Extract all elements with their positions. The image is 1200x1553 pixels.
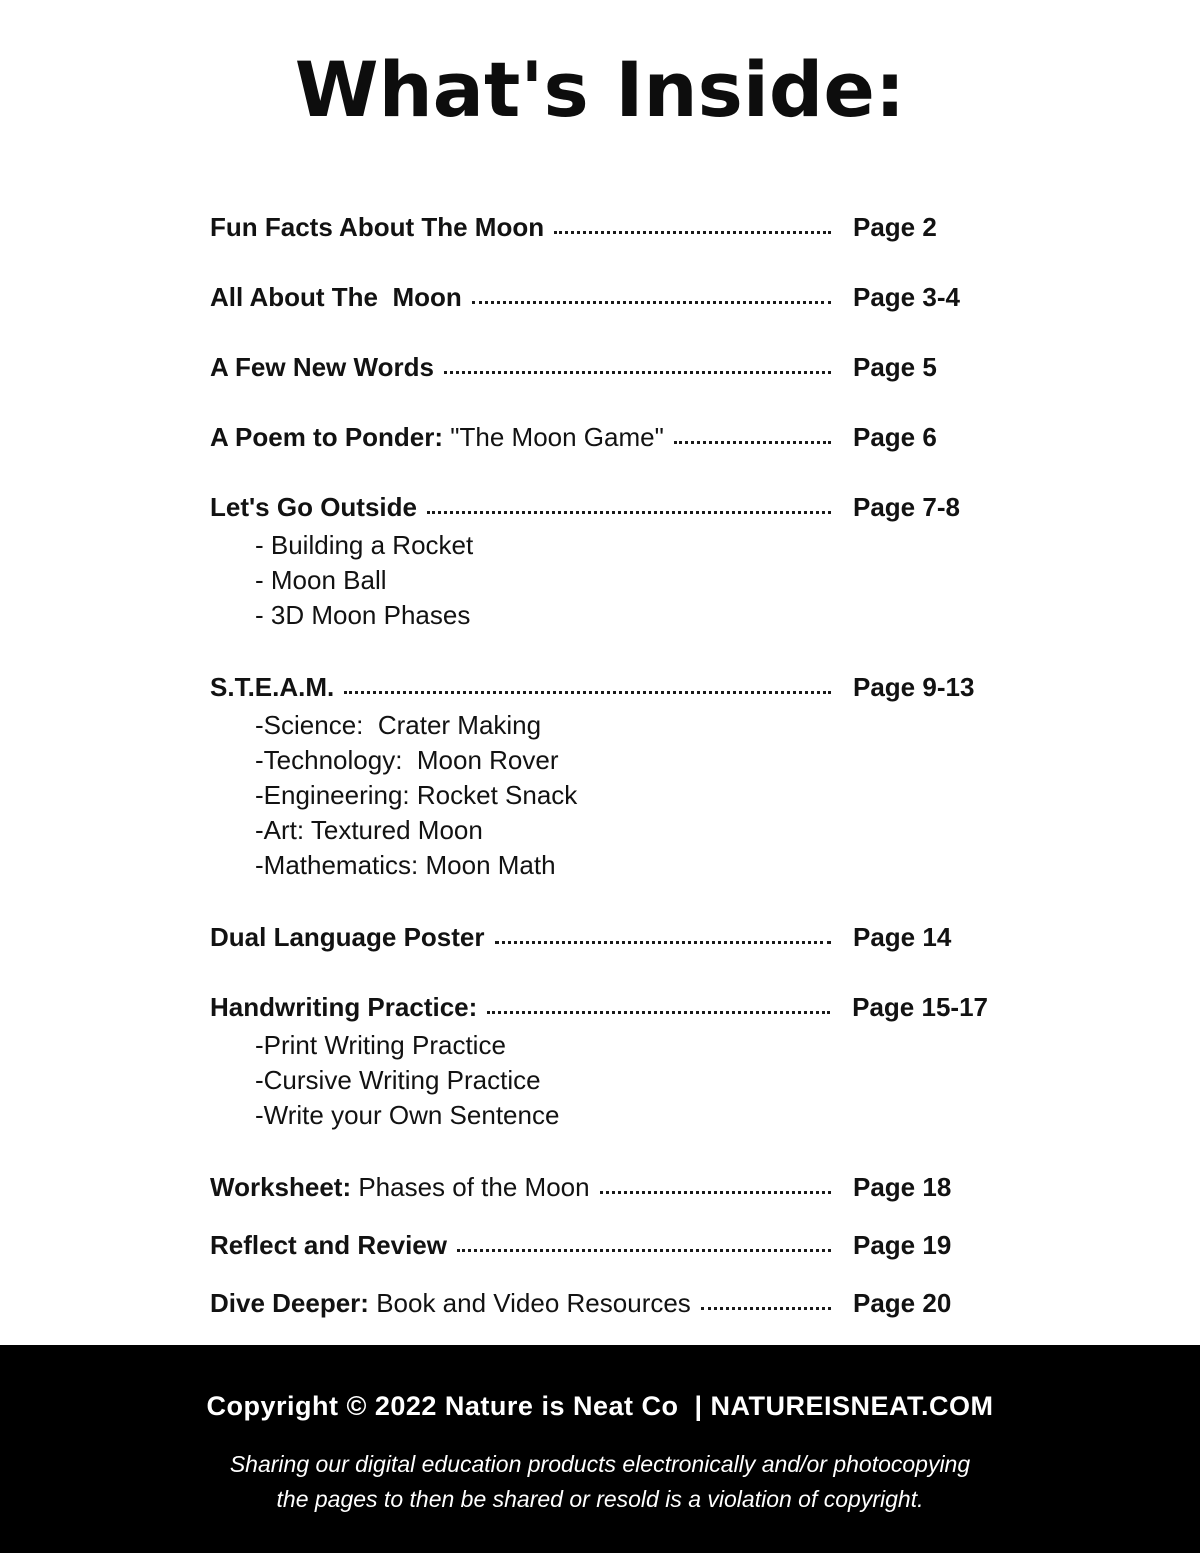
toc-entry-label-bold: Fun Facts About The Moon (210, 212, 545, 243)
dotted-leader (487, 1011, 830, 1014)
toc-entry (210, 491, 988, 633)
page-title: What's Inside: (294, 45, 906, 134)
toc-subitem: -Engineering: Rocket Snack (255, 780, 578, 811)
table-of-contents (210, 211, 988, 1345)
dotted-leader (344, 691, 831, 694)
toc-entry-label (210, 421, 664, 453)
page-number: Page 14 (853, 922, 952, 953)
page-number: Page 9-13 (853, 672, 975, 703)
toc-subitem: -Art: Textured Moon (255, 815, 483, 846)
toc-subitem: -Write your Own Sentence (255, 1100, 560, 1131)
toc-entry-row (210, 921, 988, 953)
toc-entry (210, 671, 988, 883)
toc-entry (210, 1171, 988, 1203)
toc-entry-label (210, 1229, 447, 1261)
toc-entry-label-bold: All About The Moon (210, 282, 462, 313)
toc-entry-row (210, 351, 988, 383)
toc-entry-row (210, 991, 988, 1023)
toc-entry-label-bold: Worksheet: (210, 1172, 352, 1203)
copyright-notice-line-1: Sharing our digital education products electronically and/or photocopying (229, 1451, 971, 1478)
page-number: Page 3-4 (853, 282, 960, 313)
toc-entry-label (210, 671, 334, 703)
toc-entry-label (210, 1171, 590, 1203)
dotted-leader (600, 1191, 831, 1194)
toc-subitem: -Science: Crater Making (255, 710, 542, 741)
toc-entry-label (210, 1287, 691, 1319)
dotted-leader (457, 1249, 831, 1252)
dotted-leader (495, 941, 832, 944)
toc-entry-row (210, 421, 988, 453)
toc-entry-label (210, 491, 417, 523)
toc-entry-label-bold: A Poem to Ponder: (210, 422, 444, 453)
toc-subitem: -Technology: Moon Rover (255, 745, 559, 776)
toc-entry-label-regular: Book and Video Resources (368, 1288, 691, 1319)
dotted-leader (472, 301, 831, 304)
page-number: Page 5 (853, 352, 937, 383)
toc-entry-label-bold: S.T.E.A.M. (210, 672, 335, 703)
toc-sublist (210, 708, 988, 883)
page-number: Page 15-17 (852, 992, 988, 1023)
page-number: Page 7-8 (853, 492, 960, 523)
toc-subitem: -Cursive Writing Practice (255, 1065, 541, 1096)
toc-entry-label (210, 921, 485, 953)
toc-subitem: -Mathematics: Moon Math (255, 850, 556, 881)
dotted-leader (427, 511, 831, 514)
dotted-leader (701, 1307, 831, 1310)
toc-entry-label-regular: Phases of the Moon (351, 1172, 590, 1203)
toc-entry-label-bold: Reflect and Review (210, 1230, 447, 1261)
page-number: Page 20 (853, 1288, 952, 1319)
page-number: Page 2 (853, 212, 937, 243)
toc-entry (210, 281, 988, 313)
toc-entry-label-bold: Let's Go Outside (210, 492, 417, 523)
toc-sublist (210, 1028, 988, 1133)
copyright-notice-line-2: the pages to then be shared or resold is a violation of copyright. (276, 1486, 924, 1513)
toc-subitem: - Moon Ball (255, 565, 387, 596)
toc-entry-row (210, 281, 988, 313)
toc-sublist (210, 528, 988, 633)
toc-entry-row (210, 211, 988, 243)
toc-entry (210, 921, 988, 953)
toc-subitem: -Print Writing Practice (255, 1030, 506, 1061)
page-number: Page 19 (853, 1230, 952, 1261)
page-number: Page 6 (853, 422, 937, 453)
toc-entry-row (210, 1287, 988, 1319)
toc-entry-label (210, 351, 434, 383)
dotted-leader (444, 371, 831, 374)
toc-entry-row (210, 1171, 988, 1203)
toc-entry (210, 211, 988, 243)
toc-entry-row (210, 671, 988, 703)
copyright-line: Copyright © 2022 Nature is Neat Co | NATUREISNEAT.COM (206, 1391, 994, 1422)
toc-subitem: - 3D Moon Phases (255, 600, 471, 631)
toc-entry (210, 421, 988, 453)
copyright-notice (40, 1447, 1160, 1517)
page-number: Page 18 (853, 1172, 952, 1203)
toc-entry-label-bold: A Few New Words (210, 352, 434, 383)
toc-entry (210, 991, 988, 1133)
toc-entry-label-bold: Dive Deeper: (210, 1288, 369, 1319)
toc-entry (210, 1287, 988, 1319)
footer (0, 1345, 1200, 1553)
dotted-leader (674, 441, 831, 444)
toc-entry (210, 351, 988, 383)
toc-entry (210, 1229, 988, 1261)
toc-subitem: - Building a Rocket (255, 530, 474, 561)
toc-entry-label (210, 281, 462, 313)
toc-entry-label-bold: Dual Language Poster (210, 922, 485, 953)
dotted-leader (554, 231, 831, 234)
toc-entry-row (210, 491, 988, 523)
toc-entry-label-bold: Handwriting Practice: (210, 992, 478, 1023)
toc-entry-label-regular: "The Moon Game" (443, 422, 664, 453)
toc-entry-row (210, 1229, 988, 1261)
toc-entry-label (210, 991, 477, 1023)
toc-entry-label (210, 211, 544, 243)
